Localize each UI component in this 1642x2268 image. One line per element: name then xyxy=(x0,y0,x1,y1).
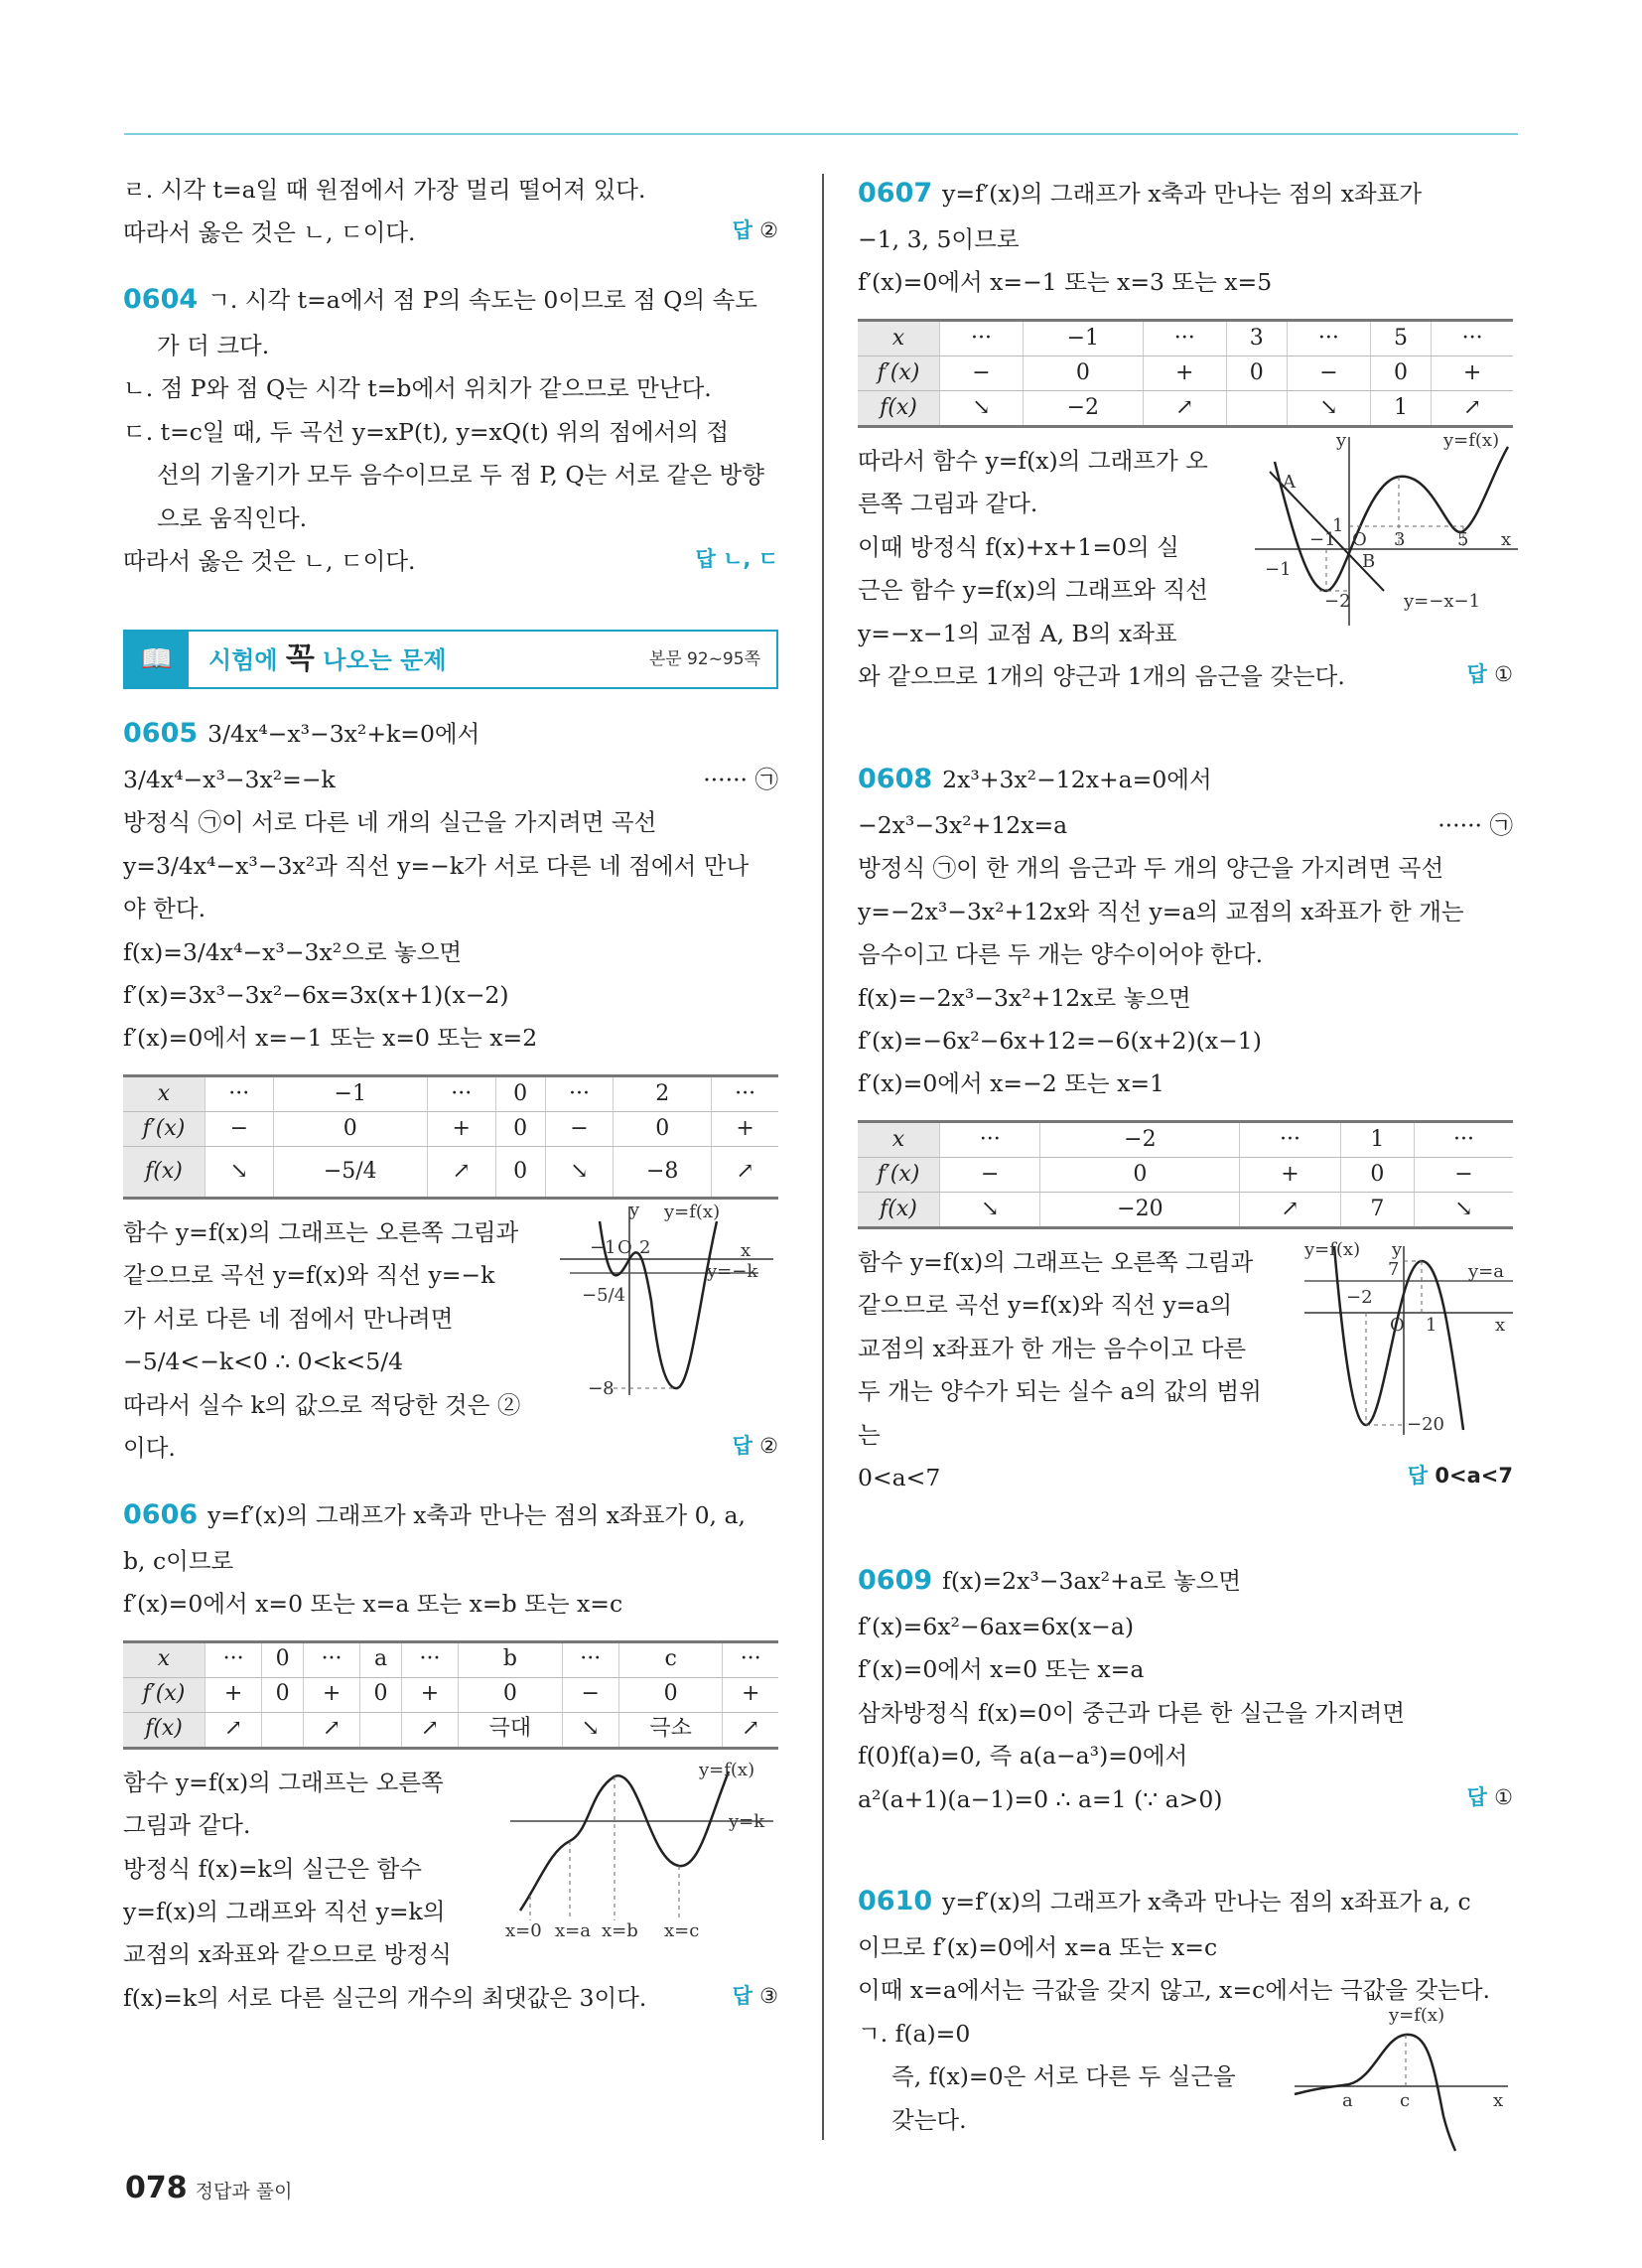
tick-label: −5/4 xyxy=(582,1284,626,1306)
table-row: x ··· −1 ··· 0 ··· 2 ··· xyxy=(123,1075,778,1111)
text-line: ㄹ. 시각 t=a일 때 원점에서 가장 멀리 떨어져 있다. xyxy=(123,176,646,204)
answer-badge: 답 ① xyxy=(1466,662,1513,687)
problem-number: 0608 xyxy=(858,763,933,794)
problem-0607: 0607 y=f′(x)의 그래프가 x축과 만나는 점의 x좌표가 −1, 3, 5이므로 f′(x)=0에서 x=−1 또는 x=3 또는 x=5 x ··· −1 ··· 3 ··· 5 ··· f′(x) − 0 + 0 − 0 + f(x) ↘ −2 ↗ ↘ 1 ↗ 따라서 함수 y=f(x)의 그래프가 오 른쪽 그림과 같다. 이때 방정식 f(x)+x+1=0의 실 근은 함수 y=f(x)의 그래프와 직선 y=−x−1의 교점 A, B의 x좌표 와 같으므로 1개의 양근과 1개의 음근을 갖는다. 답 ① y y=f(x) A B 1 −1 −1 O 3 5 x −2 y=−x−1 xyxy=(858,169,1513,699)
table-row: f′(x) − 0 + 0 − xyxy=(858,1157,1513,1192)
axis-label: x xyxy=(1493,2089,1504,2111)
origin-label: O xyxy=(1352,528,1367,550)
axis-label: y xyxy=(1336,429,1347,451)
table-row: f′(x) − 0 + 0 − 0 + xyxy=(123,1111,778,1146)
left-column xyxy=(123,169,778,2020)
curve-label: y=f(x) xyxy=(664,1201,721,1222)
answer-badge: 답 ① xyxy=(1466,1784,1513,1809)
tick-label: −1 xyxy=(1265,558,1292,580)
tick-label: 5 xyxy=(1457,528,1469,550)
problem-0605: 0605 3/4x⁴−x³−3x²+k=0에서 3/4x⁴−x³−3x²=−k ······ ㉠ 방정식 ㉠이 서로 다른 네 개의 실근을 가지려면 곡선 y=3/4x⁴−x³−3x²과 직선 y=−k가 서로 다른 네 점에서 만나 야 한다. f(x)=3/4x⁴−x³−3x²으로 놓으면 f′(x)=3x³−3x²−6x=3x(x+1)(x−2) f′(x)=0에서 x=−1 또는 x=0 또는 x=2 x ··· −1 ··· 0 ··· 2 ··· f′(x) − 0 + 0 − 0 + f(x) ↘ −5/4 ↗ 0 ↘ −8 ↗ 함수 y=f(x)의 그래프는 오른쪽 그림과 같으므로 곡선 y=f(x)와 직선 y=−k 가 서로 다른 네 점에서 만나려면 −5/4<−k<0 ∴ 0<k<5/4 따라서 실수 k의 값으로 적당한 것은 ② 이다. 답 ② y y=f(x) x y=−k −1 O 2 −5/4 −8 xyxy=(123,709,778,1471)
tick-label: −1 xyxy=(1309,528,1336,550)
footer-label: 정답과 풀이 xyxy=(195,2181,293,2202)
page-reference: 본문 92~95쪽 xyxy=(648,648,760,669)
tick-label: c xyxy=(1400,2089,1411,2111)
line-label: y=−x−1 xyxy=(1404,590,1481,612)
variation-table xyxy=(123,1074,778,1200)
column-divider xyxy=(822,174,824,2140)
book-icon: 📖 xyxy=(125,632,189,687)
section-header xyxy=(123,630,778,689)
table-row: x ··· −2 ··· 1 ··· xyxy=(858,1121,1513,1157)
page-number: 078 xyxy=(125,2171,188,2205)
curve-label: y=f(x) xyxy=(699,1759,755,1780)
problem-0610: 0610 y=f′(x)의 그래프가 x축과 만나는 점의 x좌표가 a, c 이므로 f′(x)=0에서 x=a 또는 x=c 이때 x=a에서는 극값을 갖지 않고, x=c에서는 극값을 갖는다. ㄱ. f(a)=0 즉, f(x)=0은 서로 다른 두 실근을 갖는다. y=f(x) a c x xyxy=(858,1877,1513,2142)
tick-label: −2 xyxy=(1324,590,1351,612)
problem-0609: 0609 f(x)=2x³−3ax²+a로 놓으면 f′(x)=6x²−6ax=6x(x−a) f′(x)=0에서 x=0 또는 x=a 삼차방정식 f(x)=0이 중근과 다른 한 실근을 가지려면 f(0)f(a)=0, 즉 a(a−a³)=0에서 a²(a+1)(a−1)=0 ∴ a=1 (∵ a>0) 답 ① xyxy=(858,1556,1513,1821)
answer-badge: 답 ㄴ, ㄷ xyxy=(695,547,778,572)
text-line: 따라서 옳은 것은 ㄴ, ㄷ이다. 답 ② xyxy=(123,212,778,254)
graph-figure xyxy=(1295,2004,1518,2170)
tick-label: x=b xyxy=(602,1919,638,1941)
table-row: x ··· 0 ··· a ··· b ··· c ··· xyxy=(123,1641,778,1677)
tick-label: 2 xyxy=(639,1236,651,1258)
table-row: f(x) ↘ −5/4 ↗ 0 ↘ −8 ↗ xyxy=(123,1146,778,1198)
problem-0606: 0606 y=f′(x)의 그래프가 x축과 만나는 점의 x좌표가 0, a, b, c이므로 f′(x)=0에서 x=0 또는 x=a 또는 x=b 또는 x=c x ··· 0 ··· a ··· b ··· c ··· f′(x) + 0 + 0 + 0 − 0 + f(x) ↗ ↗ ↗ 극대 ↘ 극소 ↗ 함수 y=f(x)의 그래프는 오른쪽 그림과 같다. 방정식 f(x)=k의 실근은 함수 y=f(x)의 그래프와 직선 y=k의 교점의 x좌표와 같으므로 방정식 f(x)=k의 서로 다른 실근의 개수의 최댓값은 3이다. 답 ③ y=f(x) y=k x=0 x=a x=b x=c xyxy=(123,1490,778,2021)
curve-label: y=f(x) xyxy=(1389,2004,1445,2026)
variation-table xyxy=(123,1640,778,1750)
tick-label: −8 xyxy=(588,1377,615,1399)
problem-number: 0605 xyxy=(123,717,199,749)
section-title: 시험에 꼭 나오는 문제 xyxy=(208,640,447,676)
top-rule xyxy=(124,133,1518,135)
table-row: x ··· −1 ··· 3 ··· 5 ··· xyxy=(858,320,1513,355)
origin-label: O xyxy=(617,1236,632,1258)
problem-number: 0604 xyxy=(123,283,199,315)
tick-label: x=0 xyxy=(505,1919,542,1941)
answer-badge: 답 ③ xyxy=(732,1983,778,2008)
right-column xyxy=(858,169,1513,2142)
point-label: B xyxy=(1362,550,1376,572)
equation-mark: ······ ㉠ xyxy=(1437,810,1513,839)
tick-label: −20 xyxy=(1407,1413,1444,1435)
graph-figure xyxy=(1255,429,1523,644)
answer-badge: 답 0<a<7 xyxy=(1407,1464,1513,1488)
problem-number: 0606 xyxy=(123,1498,199,1530)
variation-table xyxy=(858,319,1513,428)
graph-figure xyxy=(505,1759,778,1954)
line-label: y=−k xyxy=(707,1260,758,1282)
problem-number: 0609 xyxy=(858,1564,933,1596)
line-label: y=k xyxy=(729,1810,765,1832)
point-label: A xyxy=(1283,471,1296,493)
tick-label: −2 xyxy=(1346,1286,1373,1308)
table-row: f′(x) − 0 + 0 − 0 + xyxy=(858,355,1513,390)
graph-figure xyxy=(560,1199,778,1414)
table-row: f′(x) + 0 + 0 + 0 − 0 + xyxy=(123,1677,778,1712)
tick-label: x=c xyxy=(664,1919,700,1941)
curve-label: y=f(x) xyxy=(1304,1238,1361,1260)
tick-label: 1 xyxy=(1332,514,1344,536)
table-row: f(x) ↗ ↗ ↗ 극대 ↘ 극소 ↗ xyxy=(123,1712,778,1748)
answer-badge: 답 ② xyxy=(732,1434,778,1459)
tick-label: 3 xyxy=(1394,528,1406,550)
tick-label: −1 xyxy=(590,1236,616,1258)
equation-mark: ······ ㉠ xyxy=(703,765,778,793)
tick-label: x=a xyxy=(555,1919,591,1941)
page-footer xyxy=(125,2171,292,2205)
curve-label: y=f(x) xyxy=(1443,429,1500,451)
axis-label: y xyxy=(629,1199,640,1220)
tick-label: a xyxy=(1342,2089,1353,2111)
line-label: y=a xyxy=(1468,1260,1504,1282)
origin-label: O xyxy=(1390,1314,1405,1336)
table-row: f(x) ↘ −20 ↗ 7 ↘ xyxy=(858,1192,1513,1227)
tick-label: 7 xyxy=(1388,1258,1400,1280)
tick-label: 1 xyxy=(1426,1314,1437,1336)
problem-0608: 0608 2x³+3x²−12x+a=0에서 −2x³−3x²+12x=a ······ ㉠ 방정식 ㉠이 한 개의 음근과 두 개의 양근을 가지려면 곡선 y=−2x³−3x²+12x와 직선 y=a의 교점의 x좌표가 한 개는 음수이고 다른 두 개는 양수이어야 한다. f(x)=−2x³−3x²+12x로 놓으면 f′(x)=−6x²−6x+12=−6(x+2)(x−1) f′(x)=0에서 x=−2 또는 x=1 x ··· −2 ··· 1 ··· f′(x) − 0 + 0 − f(x) ↘ −20 ↗ 7 ↘ 함수 y=f(x)의 그래프는 오른쪽 그림과 같으므로 곡선 y=f(x)와 직선 y=a의 교점의 x좌표가 한 개는 음수이고 다른 두 개는 양수가 되는 실수 a의 값의 범위 는 0<a<7 답 0<a<7 y=f(x) y 7 y=a −2 O 1 x −20 xyxy=(858,755,1513,1500)
axis-label: x xyxy=(1501,528,1512,550)
variation-table xyxy=(858,1120,1513,1229)
answer-badge: 답 ② xyxy=(732,218,778,243)
graph-figure xyxy=(1304,1238,1518,1454)
table-row: f(x) ↘ −2 ↗ ↘ 1 ↗ xyxy=(858,390,1513,426)
axis-label: x xyxy=(741,1239,752,1261)
axis-label: y xyxy=(1392,1238,1403,1260)
problem-0604: 0604 ㄱ. 시각 t=a에서 점 P의 속도는 0이므로 점 Q의 속도 가 더 크다. ㄴ. 점 P와 점 Q는 시각 t=b에서 위치가 같으므로 만난다. ㄷ. t=c일 때, 두 곡선 y=xP(t), y=xQ(t) 위의 점에서의 접 선의 기울기가 모두 음수이므로 두 점 P, Q는 서로 같은 방향 으로 움직인다. 따라서 옳은 것은 ㄴ, ㄷ이다. 답 ㄴ, ㄷ xyxy=(123,275,778,584)
problem-number: 0610 xyxy=(858,1886,933,1916)
problem-number: 0607 xyxy=(858,178,933,209)
axis-label: x xyxy=(1495,1314,1506,1336)
